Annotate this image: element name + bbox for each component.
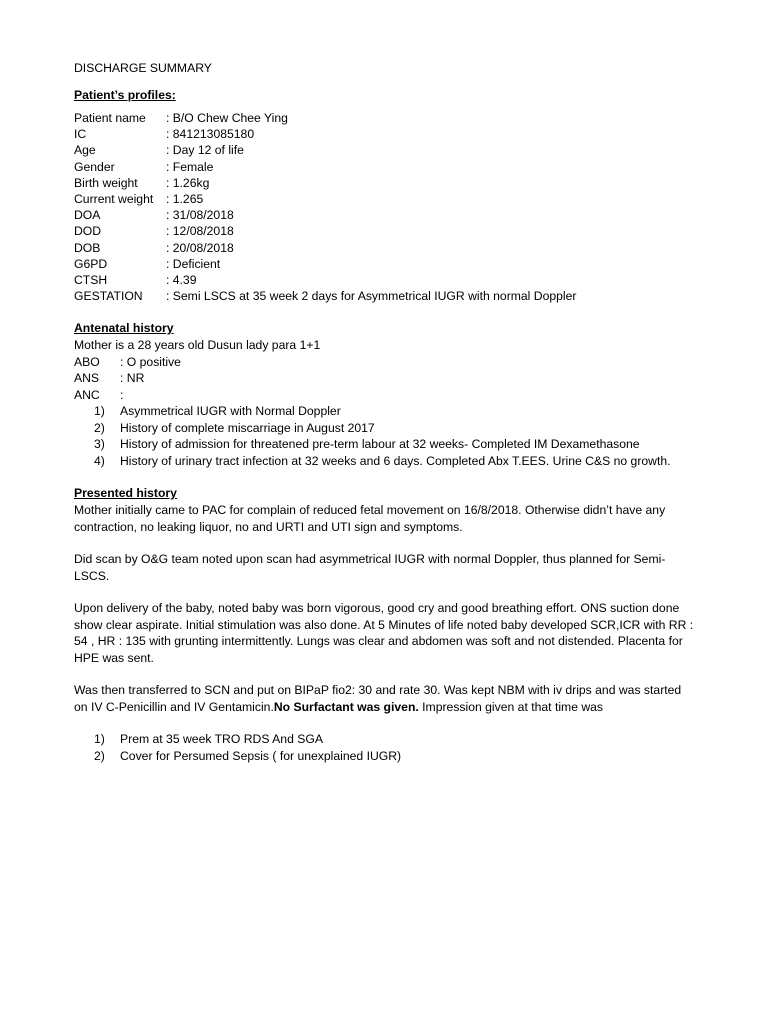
list-item: [74, 748, 694, 765]
profile-label: Patient name: [74, 111, 146, 125]
profile-value: : Deficient: [166, 256, 221, 271]
profile-row: [74, 175, 694, 191]
profile-value: : 4.39: [166, 272, 197, 287]
profile-row: [74, 110, 694, 126]
presented-paragraph-4: [74, 682, 694, 715]
profile-label: DOD: [74, 224, 102, 239]
presented-paragraph-4-start: Was then transferred to SCN and put on BIPaP fio2: 30 and rate 30. Was kept NBM with iv drips and was started on IV C-Penicillin and IV Gentamicin.: [74, 683, 682, 714]
list-item-number: 3): [94, 437, 105, 452]
presented-history-heading: Presented history: [74, 486, 177, 501]
list-item-text: History of complete miscarriage in August 2017: [120, 420, 375, 435]
antenatal-history-heading: Antenatal history: [74, 321, 174, 336]
profile-row: [74, 207, 694, 223]
profile-label: DOB: [74, 240, 101, 255]
list-item: [74, 731, 694, 748]
antenatal-field-key: ANC: [74, 387, 100, 402]
antenatal-list: [74, 403, 694, 469]
profile-row: [74, 272, 694, 288]
list-item-number: 2): [94, 420, 105, 435]
profile-value: : 841213085180: [166, 127, 255, 142]
antenatal-field-value: : NR: [120, 371, 145, 386]
profile-label: Age: [74, 143, 96, 158]
profile-label: DOA: [74, 208, 101, 223]
list-item: [74, 403, 694, 420]
document-title: DISCHARGE SUMMARY: [74, 61, 212, 75]
profile-value: : Day 12 of life: [166, 143, 244, 158]
profile-value: : 1.265: [166, 191, 204, 206]
profile-value: : 1.26kg: [166, 175, 210, 190]
list-item-number: 1): [94, 732, 105, 747]
antenatal-intro: Mother is a 28 years old Dusun lady para 1+1: [74, 338, 321, 353]
antenatal-field: [74, 387, 694, 404]
antenatal-field: [74, 354, 694, 371]
patient-profiles-heading: Patient’s profiles:: [74, 88, 176, 102]
profile-row: [74, 159, 694, 175]
presented-paragraph-3: Upon delivery of the baby, noted baby was born vigorous, good cry and good breathing effort. ONS suction done show clear aspirate. Initial stimulation was also done. At 5 Minutes of life noted baby developed SCR,ICR with RR : 54 , HR : 135 with grunting intermittently. Lungs was clear and abdomen was soft and not distended. Placenta for HPE was sent.: [74, 601, 694, 665]
profile-row: [74, 191, 694, 207]
list-item-text: Cover for Persumed Sepsis ( for unexplained IUGR): [120, 748, 402, 763]
profile-row: [74, 256, 694, 272]
profile-row: [74, 126, 694, 142]
presented-paragraph-1: Mother initially came to PAC for complain of reduced fetal movement on 16/8/2018. Otherwise didn’t have any contraction, no leaking liquor, no and URTI and UTI sign and symptoms.: [74, 503, 666, 534]
profile-row: [74, 288, 694, 304]
profile-value: : Female: [166, 159, 214, 174]
antenatal-field-value: : O positive: [120, 354, 181, 369]
profile-label: G6PD: [74, 256, 108, 271]
list-item-text: History of admission for threatened pre-term labour at 32 weeks- Completed IM Dexamethasone: [120, 437, 640, 452]
list-item-text: History of urinary tract infection at 32 weeks and 6 days. Completed Abx T.EES. Urine C&S no growth.: [120, 453, 671, 468]
list-item-text: Asymmetrical IUGR with Normal Doppler: [120, 404, 341, 419]
profile-label: Current weight: [74, 191, 154, 206]
antenatal-fields: [74, 354, 694, 404]
profile-value: : 20/08/2018: [166, 240, 234, 255]
list-item: [74, 453, 694, 470]
profile-label: IC: [74, 127, 87, 142]
profile-value: : Semi LSCS at 35 week 2 days for Asymmetrical IUGR with normal Doppler: [166, 289, 577, 304]
profile-label: CTSH: [74, 272, 108, 287]
presented-paragraph-2: Did scan by O&G team noted upon scan had asymmetrical IUGR with normal Doppler, thus planned for Semi-LSCS.: [74, 552, 666, 583]
antenatal-history-section: [74, 320, 694, 469]
profile-label: Gender: [74, 159, 115, 174]
presented-history-section: [74, 485, 694, 764]
antenatal-field-value: :: [120, 387, 124, 402]
antenatal-field: [74, 370, 694, 387]
presented-paragraph-4-end: Impression given at that time was: [418, 699, 604, 714]
profile-label: GESTATION: [74, 289, 143, 304]
impression-list: [74, 731, 694, 764]
discharge-summary-page: [74, 60, 694, 764]
no-surfactant-note: No Surfactant was given.: [273, 699, 419, 714]
list-item-text: Prem at 35 week TRO RDS And SGA: [120, 732, 323, 747]
antenatal-field-key: ABO: [74, 354, 100, 369]
list-item-number: 1): [94, 404, 105, 419]
list-item: [74, 436, 694, 453]
profile-value: : 12/08/2018: [166, 224, 234, 239]
antenatal-field-key: ANS: [74, 371, 100, 386]
list-item-number: 4): [94, 453, 105, 468]
profile-row: [74, 223, 694, 239]
profile-row: [74, 240, 694, 256]
profile-row: [74, 142, 694, 158]
profile-value: : B/O Chew Chee Ying: [166, 111, 288, 125]
patient-profiles-table: [74, 110, 694, 304]
list-item: [74, 420, 694, 437]
patient-profiles-section: [74, 87, 694, 304]
profile-value: : 31/08/2018: [166, 208, 234, 223]
list-item-number: 2): [94, 748, 105, 763]
profile-label: Birth weight: [74, 175, 138, 190]
